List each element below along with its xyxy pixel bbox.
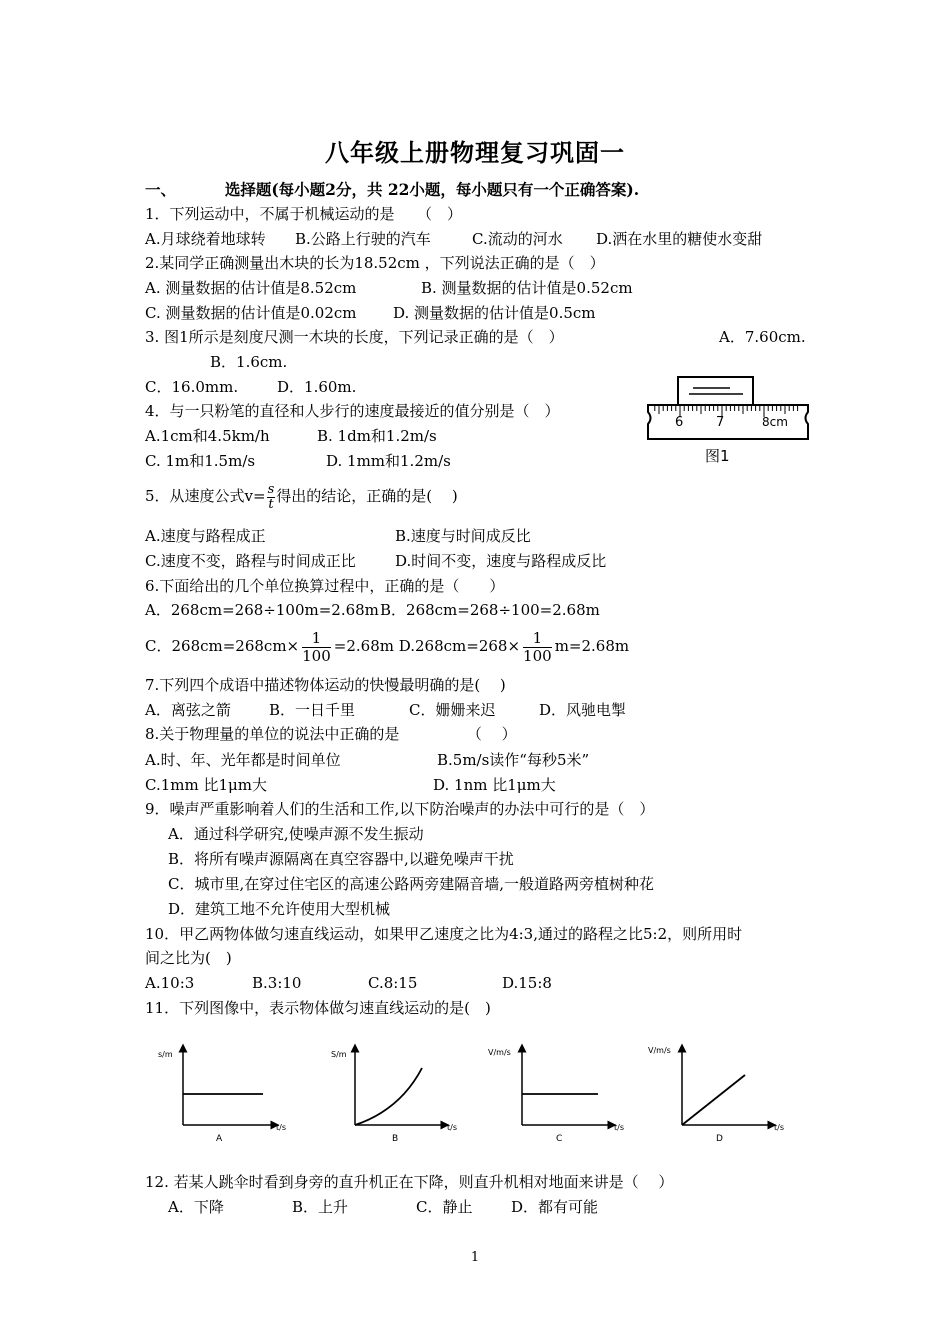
q4-options-row2 <box>145 451 451 471</box>
q2-stem: 2.某同学正确测量出木块的长为18.52cm ，下列说法正确的是（ ） <box>145 254 605 272</box>
q8-options-row2 <box>145 775 556 795</box>
q4-option-d: D. 1mm和1.2m/s <box>326 452 451 470</box>
q8-option-c: C.1mm 比1μm大 <box>145 776 267 794</box>
graph-d-xlabel: t/s <box>774 1123 784 1132</box>
figure-1-caption: 图1 <box>705 447 730 465</box>
graph-b-ylabel: S/m <box>331 1050 347 1059</box>
q9-stem: 9．噪声严重影响着人们的生活和工作,以下防治噪声的办法中可行的是（ ） <box>145 800 655 818</box>
graph-c-letter: C <box>556 1134 563 1144</box>
q1-option-b: B.公路上行驶的汽车 <box>295 230 431 248</box>
graph-a <box>158 1048 286 1144</box>
q12-option-c: C．静止 <box>416 1198 473 1216</box>
q9-option-c: C．城市里,在穿过住宅区的高速公路两旁建隔音墙,一般道路两旁植树种花 <box>168 875 655 893</box>
graph-d-ylabel: V/m/s <box>648 1046 671 1055</box>
q8-option-a: A.时、年、光年都是时间单位 <box>145 751 341 769</box>
q5-option-a: A.速度与路程成正 <box>145 527 266 545</box>
q6-option-d-pre: D.268cm=268× <box>398 637 521 655</box>
ruler-tick-label-6: 6 <box>675 415 684 430</box>
q10-stem: 10．甲乙两物体做匀速直线运动，如果甲乙速度之比为4:3,通过的路程之比5:2，则所用时 <box>145 925 743 943</box>
q5-options-row1 <box>145 526 531 546</box>
section-title: 选择题(每小题2分，共 22小题，每小题只有一个正确答案). <box>224 180 640 199</box>
q5-fraction-denominator: t <box>268 496 274 512</box>
q5-option-d: D.时间不变，速度与路程成反比 <box>395 552 607 570</box>
q4-option-b: B. 1dm和1.2m/s <box>317 427 437 445</box>
q11-graphs <box>150 1038 800 1150</box>
page-number: 1 <box>470 1250 480 1265</box>
q10-option-d: D.15:8 <box>502 974 552 992</box>
graph-b-xlabel: t/s <box>447 1123 457 1132</box>
q12-options <box>168 1197 598 1217</box>
q1-option-d: D.洒在水里的糖使水变甜 <box>596 230 763 248</box>
q8-option-d: D. 1nm 比1μm大 <box>433 776 556 794</box>
q8-stem: 8.关于物理量的单位的说法中正确的是 （ ） <box>145 725 517 743</box>
q5-stem-pre: 5．从速度公式v= <box>145 487 266 505</box>
section-heading <box>145 180 639 200</box>
q9-option-b: B．将所有噪声源隔离在真空容器中,以避免噪声干扰 <box>168 850 514 868</box>
page-title: 八年级上册物理复习巩固一 <box>325 138 625 167</box>
q6-option-d-fraction <box>523 630 552 665</box>
q9-option-d: D．建筑工地不允许使用大型机械 <box>168 900 391 918</box>
ruler-tick-label-7: 7 <box>716 415 725 430</box>
q6-c-fraction-denominator: 100 <box>302 646 331 665</box>
q5-option-b: B.速度与时间成反比 <box>395 527 531 545</box>
q11-stem: 11．下列图像中，表示物体做匀速直线运动的是( ) <box>145 999 491 1017</box>
q3-stem: 3. 图1所示是刻度尺测一木块的长度，下列记录正确的是（ ） <box>145 328 564 346</box>
q12-stem: 12. 若某人跳伞时看到身旁的直升机正在下降，则直升机相对地面来讲是（ ） <box>145 1173 674 1191</box>
q6-option-c-post: =2.68m <box>333 637 394 655</box>
q5-option-c: C.速度不变，路程与时间成正比 <box>145 552 356 570</box>
q8-option-b: B.5m/s读作“每秒5米” <box>437 751 590 769</box>
q6-option-a: A．268cm=268÷100m=2.68m <box>145 601 379 619</box>
q7-stem: 7.下列四个成语中描述物体运动的快慢最明确的是( ) <box>145 676 506 694</box>
q3-options-row2 <box>145 377 356 397</box>
graph-b-letter: B <box>392 1134 399 1144</box>
q6-option-c-fraction <box>302 630 331 665</box>
q10-stem-continued: 间之比为( ) <box>145 949 232 967</box>
graph-c <box>488 1048 624 1144</box>
q2-options-row2 <box>145 303 596 323</box>
q3-option-d: D．1.60m. <box>277 378 357 396</box>
q3-option-c: C．16.0mm. <box>145 378 239 396</box>
q6-stem: 6.下面给出的几个单位换算过程中，正确的是（ ） <box>145 577 505 595</box>
q10-option-c: C.8:15 <box>368 974 418 992</box>
q12-option-b: B．上升 <box>292 1198 349 1216</box>
q5-fraction-numerator: s <box>267 481 275 497</box>
q6-d-fraction-denominator: 100 <box>523 646 552 665</box>
graph-c-ylabel: V/m/s <box>488 1048 511 1057</box>
q2-options-row1 <box>145 278 633 298</box>
q10-options <box>145 973 552 993</box>
q6-option-b: B．268cm=268÷100=2.68m <box>380 601 600 619</box>
q11-graphs-drawing <box>150 1038 800 1150</box>
q7-option-d: D．风驰电掣 <box>539 701 627 719</box>
q1-option-a: A.月球绕着地球转 <box>145 230 266 248</box>
q6-options-row2 <box>145 626 629 666</box>
graph-c-xlabel: t/s <box>614 1123 624 1132</box>
graph-d-letter: D <box>716 1134 723 1144</box>
q6-option-d-post: m=2.68m <box>554 637 630 655</box>
section-number: 一、 <box>145 180 177 199</box>
q6-option-c-pre: C．268cm=268cm× <box>145 637 300 655</box>
graph-d <box>648 1046 784 1144</box>
graph-b <box>331 1048 457 1144</box>
q4-stem: 4．与一只粉笔的直径和人步行的速度最接近的值分别是（ ） <box>145 402 560 420</box>
q4-options-row1 <box>145 426 437 446</box>
q2-option-c: C. 测量数据的估计值是0.02cm <box>145 304 357 322</box>
q6-d-fraction-numerator: 1 <box>523 630 552 648</box>
q2-option-b: B. 测量数据的估计值是0.52cm <box>421 279 633 297</box>
q3-option-a: A．7.60cm. <box>719 328 806 346</box>
q4-option-c: C. 1m和1.5m/s <box>145 452 256 470</box>
ruler-tick-label-8: 8cm <box>762 415 788 429</box>
q3-option-b: B．1.6cm. <box>210 353 288 371</box>
q10-option-b: B.3:10 <box>252 974 302 992</box>
q1-option-c: C.流动的河水 <box>472 230 563 248</box>
graph-a-xlabel: t/s <box>276 1123 286 1132</box>
q8-options-row1 <box>145 750 589 770</box>
figure-1-ruler <box>645 374 815 470</box>
q2-option-a: A. 测量数据的估计值是8.52cm <box>145 279 357 297</box>
q9-option-a: A．通过科学研究,使噪声源不发生振动 <box>168 825 424 843</box>
graph-a-letter: A <box>216 1134 223 1144</box>
q10-option-a: A.10:3 <box>145 974 195 992</box>
q4-option-a: A.1cm和4.5km/h <box>145 427 270 445</box>
graph-a-ylabel: s/m <box>158 1050 173 1059</box>
q2-option-d: D. 测量数据的估计值是0.5cm <box>393 304 596 322</box>
q5-stem <box>145 478 458 514</box>
q5-stem-post: 得出的结论，正确的是( ) <box>276 487 458 505</box>
q12-option-a: A．下降 <box>168 1198 224 1216</box>
q7-options <box>145 700 626 720</box>
q7-option-a: A．离弦之箭 <box>145 701 231 719</box>
q6-options-row1 <box>145 600 600 620</box>
q7-option-c: C．姗姗来迟 <box>409 701 496 719</box>
q5-velocity-fraction <box>267 483 276 512</box>
q1-options <box>145 229 762 249</box>
q6-c-fraction-numerator: 1 <box>302 630 331 648</box>
q5-options-row2 <box>145 551 606 571</box>
q12-option-d: D．都有可能 <box>511 1198 599 1216</box>
q1-stem: 1．下列运动中，不属于机械运动的是 （ ） <box>145 205 463 223</box>
q7-option-b: B．一日千里 <box>269 701 356 719</box>
ruler-drawing <box>645 374 815 470</box>
